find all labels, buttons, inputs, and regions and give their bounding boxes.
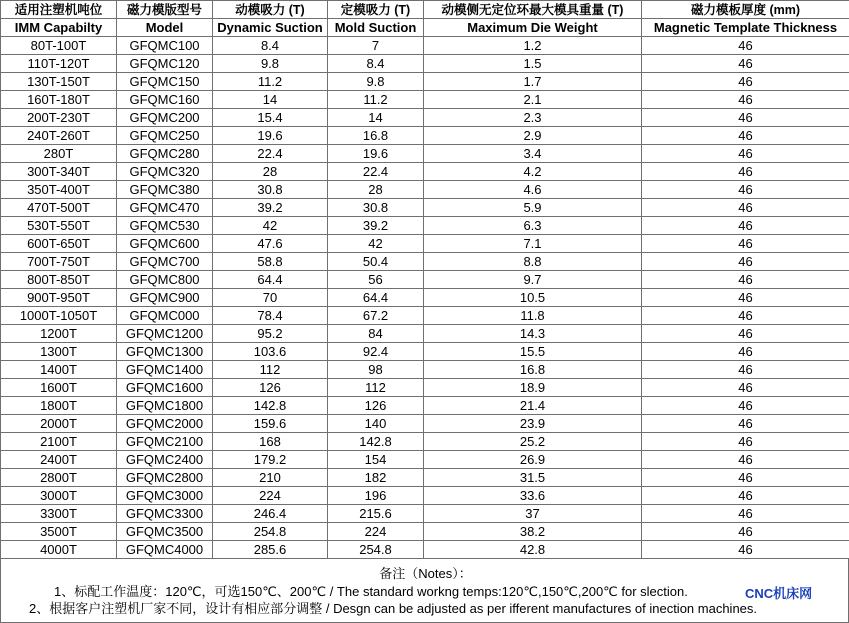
cell-max-die-weight: 1.5 bbox=[424, 55, 642, 73]
cell-max-die-weight: 5.9 bbox=[424, 199, 642, 217]
cell-capacity: 2400T bbox=[1, 451, 117, 469]
cell-model: GFQMC3500 bbox=[117, 523, 213, 541]
table-row bbox=[1, 523, 849, 541]
cell-dynamic-suction: 285.6 bbox=[213, 541, 328, 559]
cell-capacity: 470T-500T bbox=[1, 199, 117, 217]
cell-dynamic-suction: 8.4 bbox=[213, 37, 328, 55]
cell-model: GFQMC800 bbox=[117, 271, 213, 289]
cell-thickness: 46 bbox=[642, 235, 849, 253]
cell-model: GFQMC700 bbox=[117, 253, 213, 271]
table-row bbox=[1, 541, 849, 559]
cell-capacity: 1200T bbox=[1, 325, 117, 343]
cell-thickness: 46 bbox=[642, 181, 849, 199]
cell-max-die-weight: 1.2 bbox=[424, 37, 642, 55]
cell-max-die-weight: 9.7 bbox=[424, 271, 642, 289]
cell-mold-suction: 39.2 bbox=[328, 217, 424, 235]
cell-dynamic-suction: 70 bbox=[213, 289, 328, 307]
cell-dynamic-suction: 112 bbox=[213, 361, 328, 379]
notes-title: 备注（Notes）： bbox=[379, 566, 472, 581]
cell-capacity: 2800T bbox=[1, 469, 117, 487]
cell-model: GFQMC2400 bbox=[117, 451, 213, 469]
note-line-1: 1、标配工作温度：120℃，可选150℃、200℃ / The standard workng temps:120℃,150℃,200℃ for slection. bbox=[54, 584, 688, 599]
table-row bbox=[1, 397, 849, 415]
cell-max-die-weight: 2.3 bbox=[424, 109, 642, 127]
table-row bbox=[1, 487, 849, 505]
cell-mold-suction: 22.4 bbox=[328, 163, 424, 181]
cell-model: GFQMC600 bbox=[117, 235, 213, 253]
cell-mold-suction: 11.2 bbox=[328, 91, 424, 109]
table-row bbox=[1, 73, 849, 91]
table-row bbox=[1, 289, 849, 307]
note-line-2: 2、根据客户注塑机厂家不同，设计有相应部分调整 / Desgn can be adjusted as per ifferent manufactures of inection machines. bbox=[29, 601, 758, 616]
cell-model: GFQMC4000 bbox=[117, 541, 213, 559]
cell-max-die-weight: 2.9 bbox=[424, 127, 642, 145]
cell-capacity: 80T-100T bbox=[1, 37, 117, 55]
cell-max-die-weight: 38.2 bbox=[424, 523, 642, 541]
cell-capacity: 2000T bbox=[1, 415, 117, 433]
cell-mold-suction: 196 bbox=[328, 487, 424, 505]
cell-thickness: 46 bbox=[642, 199, 849, 217]
cell-thickness: 46 bbox=[642, 469, 849, 487]
cell-mold-suction: 9.8 bbox=[328, 73, 424, 91]
cell-dynamic-suction: 58.8 bbox=[213, 253, 328, 271]
cell-thickness: 46 bbox=[642, 505, 849, 523]
cell-thickness: 46 bbox=[642, 325, 849, 343]
cell-capacity: 1400T bbox=[1, 361, 117, 379]
cell-mold-suction: 126 bbox=[328, 397, 424, 415]
cell-dynamic-suction: 103.6 bbox=[213, 343, 328, 361]
cell-thickness: 46 bbox=[642, 523, 849, 541]
cell-max-die-weight: 1.7 bbox=[424, 73, 642, 91]
cell-thickness: 46 bbox=[642, 253, 849, 271]
cell-max-die-weight: 4.2 bbox=[424, 163, 642, 181]
cell-dynamic-suction: 42 bbox=[213, 217, 328, 235]
table-row bbox=[1, 199, 849, 217]
cell-max-die-weight: 6.3 bbox=[424, 217, 642, 235]
cell-model: GFQMC160 bbox=[117, 91, 213, 109]
cell-mold-suction: 142.8 bbox=[328, 433, 424, 451]
cell-max-die-weight: 2.1 bbox=[424, 91, 642, 109]
cell-mold-suction: 224 bbox=[328, 523, 424, 541]
cell-max-die-weight: 18.9 bbox=[424, 379, 642, 397]
cell-thickness: 46 bbox=[642, 289, 849, 307]
cell-mold-suction: 19.6 bbox=[328, 145, 424, 163]
header-row-cn bbox=[1, 1, 849, 19]
cell-max-die-weight: 4.6 bbox=[424, 181, 642, 199]
cell-dynamic-suction: 28 bbox=[213, 163, 328, 181]
cell-dynamic-suction: 210 bbox=[213, 469, 328, 487]
cell-thickness: 46 bbox=[642, 415, 849, 433]
cell-model: GFQMC380 bbox=[117, 181, 213, 199]
cell-model: GFQMC320 bbox=[117, 163, 213, 181]
cell-dynamic-suction: 254.8 bbox=[213, 523, 328, 541]
table-row bbox=[1, 271, 849, 289]
cell-dynamic-suction: 14 bbox=[213, 91, 328, 109]
cell-mold-suction: 42 bbox=[328, 235, 424, 253]
cell-mold-suction: 112 bbox=[328, 379, 424, 397]
cell-model: GFQMC3300 bbox=[117, 505, 213, 523]
cell-thickness: 46 bbox=[642, 109, 849, 127]
cell-capacity: 1000T-1050T bbox=[1, 307, 117, 325]
cell-model: GFQMC3000 bbox=[117, 487, 213, 505]
header-thickness-en: Magnetic Template Thickness bbox=[642, 19, 849, 37]
cell-max-die-weight: 7.1 bbox=[424, 235, 642, 253]
table-row bbox=[1, 127, 849, 145]
cell-model: GFQMC150 bbox=[117, 73, 213, 91]
watermark-logo: CNC机床网 bbox=[745, 586, 813, 601]
table-row bbox=[1, 469, 849, 487]
cell-capacity: 130T-150T bbox=[1, 73, 117, 91]
cell-max-die-weight: 16.8 bbox=[424, 361, 642, 379]
cell-capacity: 700T-750T bbox=[1, 253, 117, 271]
cell-mold-suction: 56 bbox=[328, 271, 424, 289]
cell-capacity: 900T-950T bbox=[1, 289, 117, 307]
cell-model: GFQMC200 bbox=[117, 109, 213, 127]
cell-max-die-weight: 11.8 bbox=[424, 307, 642, 325]
cell-max-die-weight: 42.8 bbox=[424, 541, 642, 559]
header-mold-suction-en: Mold Suction bbox=[328, 19, 424, 37]
cell-model: GFQMC530 bbox=[117, 217, 213, 235]
cell-capacity: 160T-180T bbox=[1, 91, 117, 109]
cell-model: GFQMC2000 bbox=[117, 415, 213, 433]
cell-mold-suction: 14 bbox=[328, 109, 424, 127]
cell-mold-suction: 92.4 bbox=[328, 343, 424, 361]
cell-max-die-weight: 3.4 bbox=[424, 145, 642, 163]
cell-mold-suction: 215.6 bbox=[328, 505, 424, 523]
table-row bbox=[1, 505, 849, 523]
cell-max-die-weight: 15.5 bbox=[424, 343, 642, 361]
cell-capacity: 110T-120T bbox=[1, 55, 117, 73]
cell-mold-suction: 67.2 bbox=[328, 307, 424, 325]
cell-capacity: 280T bbox=[1, 145, 117, 163]
cell-thickness: 46 bbox=[642, 343, 849, 361]
cell-dynamic-suction: 246.4 bbox=[213, 505, 328, 523]
header-capacity-cn: 适用注塑机吨位 bbox=[1, 1, 117, 19]
table-row bbox=[1, 37, 849, 55]
table-row bbox=[1, 181, 849, 199]
cell-mold-suction: 50.4 bbox=[328, 253, 424, 271]
cell-thickness: 46 bbox=[642, 361, 849, 379]
cell-dynamic-suction: 9.8 bbox=[213, 55, 328, 73]
header-capacity-en: IMM Capabilty bbox=[1, 19, 117, 37]
cell-model: GFQMC2100 bbox=[117, 433, 213, 451]
table-row bbox=[1, 343, 849, 361]
table-row bbox=[1, 379, 849, 397]
table-row bbox=[1, 253, 849, 271]
cell-thickness: 46 bbox=[642, 91, 849, 109]
cell-model: GFQMC900 bbox=[117, 289, 213, 307]
cell-mold-suction: 28 bbox=[328, 181, 424, 199]
cell-thickness: 46 bbox=[642, 127, 849, 145]
cell-mold-suction: 84 bbox=[328, 325, 424, 343]
cell-capacity: 800T-850T bbox=[1, 271, 117, 289]
cell-dynamic-suction: 126 bbox=[213, 379, 328, 397]
cell-dynamic-suction: 22.4 bbox=[213, 145, 328, 163]
cell-thickness: 46 bbox=[642, 145, 849, 163]
header-dynamic-suction-cn: 动模吸力 (T) bbox=[213, 1, 328, 19]
header-thickness-cn: 磁力模板厚度 (mm) bbox=[642, 1, 849, 19]
cell-thickness: 46 bbox=[642, 271, 849, 289]
cell-thickness: 46 bbox=[642, 433, 849, 451]
notes-section bbox=[0, 558, 849, 623]
cell-capacity: 1600T bbox=[1, 379, 117, 397]
cell-dynamic-suction: 159.6 bbox=[213, 415, 328, 433]
cell-dynamic-suction: 224 bbox=[213, 487, 328, 505]
cell-thickness: 46 bbox=[642, 487, 849, 505]
cell-capacity: 200T-230T bbox=[1, 109, 117, 127]
cell-mold-suction: 30.8 bbox=[328, 199, 424, 217]
cell-model: GFQMC1800 bbox=[117, 397, 213, 415]
cell-thickness: 46 bbox=[642, 73, 849, 91]
cell-model: GFQMC120 bbox=[117, 55, 213, 73]
cell-mold-suction: 16.8 bbox=[328, 127, 424, 145]
header-dynamic-suction-en: Dynamic Suction bbox=[213, 19, 328, 37]
cell-thickness: 46 bbox=[642, 379, 849, 397]
cell-thickness: 46 bbox=[642, 163, 849, 181]
cell-thickness: 46 bbox=[642, 451, 849, 469]
cell-model: GFQMC000 bbox=[117, 307, 213, 325]
cell-max-die-weight: 14.3 bbox=[424, 325, 642, 343]
cell-mold-suction: 64.4 bbox=[328, 289, 424, 307]
cell-thickness: 46 bbox=[642, 397, 849, 415]
table-row bbox=[1, 433, 849, 451]
cell-max-die-weight: 21.4 bbox=[424, 397, 642, 415]
cell-dynamic-suction: 19.6 bbox=[213, 127, 328, 145]
cell-dynamic-suction: 179.2 bbox=[213, 451, 328, 469]
cell-max-die-weight: 23.9 bbox=[424, 415, 642, 433]
cell-thickness: 46 bbox=[642, 307, 849, 325]
table-row bbox=[1, 163, 849, 181]
cell-dynamic-suction: 11.2 bbox=[213, 73, 328, 91]
cell-model: GFQMC2800 bbox=[117, 469, 213, 487]
cell-model: GFQMC1300 bbox=[117, 343, 213, 361]
cell-mold-suction: 154 bbox=[328, 451, 424, 469]
cell-thickness: 46 bbox=[642, 37, 849, 55]
table-header bbox=[1, 1, 849, 37]
cell-dynamic-suction: 39.2 bbox=[213, 199, 328, 217]
cell-capacity: 3500T bbox=[1, 523, 117, 541]
cell-capacity: 240T-260T bbox=[1, 127, 117, 145]
table-row bbox=[1, 109, 849, 127]
cell-max-die-weight: 33.6 bbox=[424, 487, 642, 505]
cell-dynamic-suction: 168 bbox=[213, 433, 328, 451]
table-body bbox=[1, 37, 849, 559]
cell-max-die-weight: 31.5 bbox=[424, 469, 642, 487]
header-row-en bbox=[1, 19, 849, 37]
cell-dynamic-suction: 15.4 bbox=[213, 109, 328, 127]
cell-capacity: 3000T bbox=[1, 487, 117, 505]
table-row bbox=[1, 91, 849, 109]
cell-dynamic-suction: 78.4 bbox=[213, 307, 328, 325]
cell-model: GFQMC1400 bbox=[117, 361, 213, 379]
cell-dynamic-suction: 64.4 bbox=[213, 271, 328, 289]
cell-capacity: 600T-650T bbox=[1, 235, 117, 253]
table-row bbox=[1, 235, 849, 253]
cell-model: GFQMC1200 bbox=[117, 325, 213, 343]
cell-mold-suction: 182 bbox=[328, 469, 424, 487]
table-row bbox=[1, 451, 849, 469]
cell-model: GFQMC1600 bbox=[117, 379, 213, 397]
cell-capacity: 4000T bbox=[1, 541, 117, 559]
cell-dynamic-suction: 30.8 bbox=[213, 181, 328, 199]
table-row bbox=[1, 325, 849, 343]
cell-max-die-weight: 37 bbox=[424, 505, 642, 523]
cell-model: GFQMC250 bbox=[117, 127, 213, 145]
cell-max-die-weight: 10.5 bbox=[424, 289, 642, 307]
cell-mold-suction: 7 bbox=[328, 37, 424, 55]
cell-max-die-weight: 26.9 bbox=[424, 451, 642, 469]
header-max-die-weight-cn: 动模侧无定位环最大模具重量 (T) bbox=[424, 1, 642, 19]
cell-model: GFQMC470 bbox=[117, 199, 213, 217]
cell-mold-suction: 140 bbox=[328, 415, 424, 433]
cell-thickness: 46 bbox=[642, 55, 849, 73]
header-max-die-weight-en: Maximum Die Weight bbox=[424, 19, 642, 37]
cell-capacity: 530T-550T bbox=[1, 217, 117, 235]
table-row bbox=[1, 145, 849, 163]
table-row bbox=[1, 415, 849, 433]
cell-mold-suction: 8.4 bbox=[328, 55, 424, 73]
cell-capacity: 350T-400T bbox=[1, 181, 117, 199]
cell-dynamic-suction: 142.8 bbox=[213, 397, 328, 415]
cell-dynamic-suction: 47.6 bbox=[213, 235, 328, 253]
cell-dynamic-suction: 95.2 bbox=[213, 325, 328, 343]
table-row bbox=[1, 217, 849, 235]
cell-capacity: 1800T bbox=[1, 397, 117, 415]
header-mold-suction-cn: 定模吸力 (T) bbox=[328, 1, 424, 19]
cell-thickness: 46 bbox=[642, 541, 849, 559]
cell-capacity: 2100T bbox=[1, 433, 117, 451]
cell-model: GFQMC280 bbox=[117, 145, 213, 163]
cell-capacity: 1300T bbox=[1, 343, 117, 361]
cell-capacity: 300T-340T bbox=[1, 163, 117, 181]
cell-capacity: 3300T bbox=[1, 505, 117, 523]
table-row bbox=[1, 307, 849, 325]
cell-max-die-weight: 25.2 bbox=[424, 433, 642, 451]
cell-model: GFQMC100 bbox=[117, 37, 213, 55]
table-row bbox=[1, 361, 849, 379]
header-model-cn: 磁力模版型号 bbox=[117, 1, 213, 19]
cell-mold-suction: 98 bbox=[328, 361, 424, 379]
header-model-en: Model bbox=[117, 19, 213, 37]
cell-mold-suction: 254.8 bbox=[328, 541, 424, 559]
table-row bbox=[1, 55, 849, 73]
cell-thickness: 46 bbox=[642, 217, 849, 235]
cell-max-die-weight: 8.8 bbox=[424, 253, 642, 271]
